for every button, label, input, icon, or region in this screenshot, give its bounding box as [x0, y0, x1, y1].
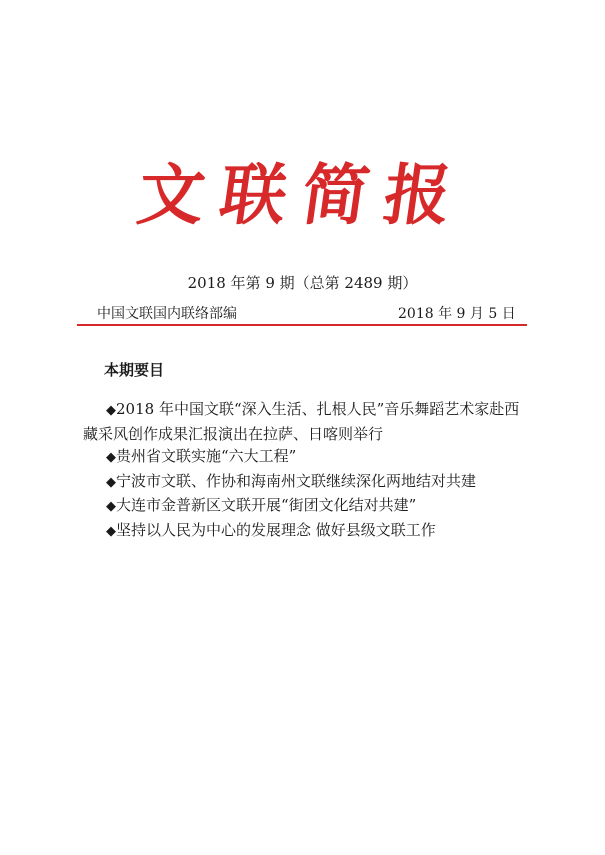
diamond-bullet-icon: ◆	[106, 523, 116, 539]
header-divider	[77, 324, 527, 326]
toc-item[interactable]	[83, 494, 523, 519]
toc-item[interactable]	[83, 519, 523, 544]
toc-item[interactable]	[83, 398, 523, 445]
toc-item-text: 2018 年中国文联“深入生活、扎根人民”音乐舞蹈艺术家赴西藏采风创作成果汇报演出在拉萨、日喀则举行	[83, 400, 520, 443]
diamond-bullet-icon: ◆	[106, 499, 116, 514]
toc-item-text: 贵州省文联实施“六大工程”	[116, 447, 297, 465]
toc-item-text: 大连市金普新区文联开展“街团文化结对共建”	[116, 496, 417, 514]
toc-list	[83, 398, 523, 543]
toc-item-text: 宁波市文联、作协和海南州文联继续深化两地结对共建	[116, 471, 477, 490]
masthead-title: 文联简报	[133, 156, 472, 234]
toc-item-text: 坚持以人民为中心的发展理念 做好县级文联工作	[116, 520, 436, 539]
diamond-bullet-icon: ◆	[106, 450, 116, 465]
editor-department: 中国文联国内联络部编	[97, 306, 237, 322]
publication-date: 2018 年 9 月 5 日	[398, 306, 516, 322]
toc-item[interactable]	[83, 445, 523, 470]
issue-number: 2018 年第 9 期（总第 2489 期）	[187, 274, 418, 292]
toc-heading: 本期要目	[104, 361, 165, 379]
toc-item[interactable]	[83, 470, 523, 495]
diamond-bullet-icon: ◆	[106, 474, 116, 490]
diamond-bullet-icon: ◆	[106, 403, 116, 418]
